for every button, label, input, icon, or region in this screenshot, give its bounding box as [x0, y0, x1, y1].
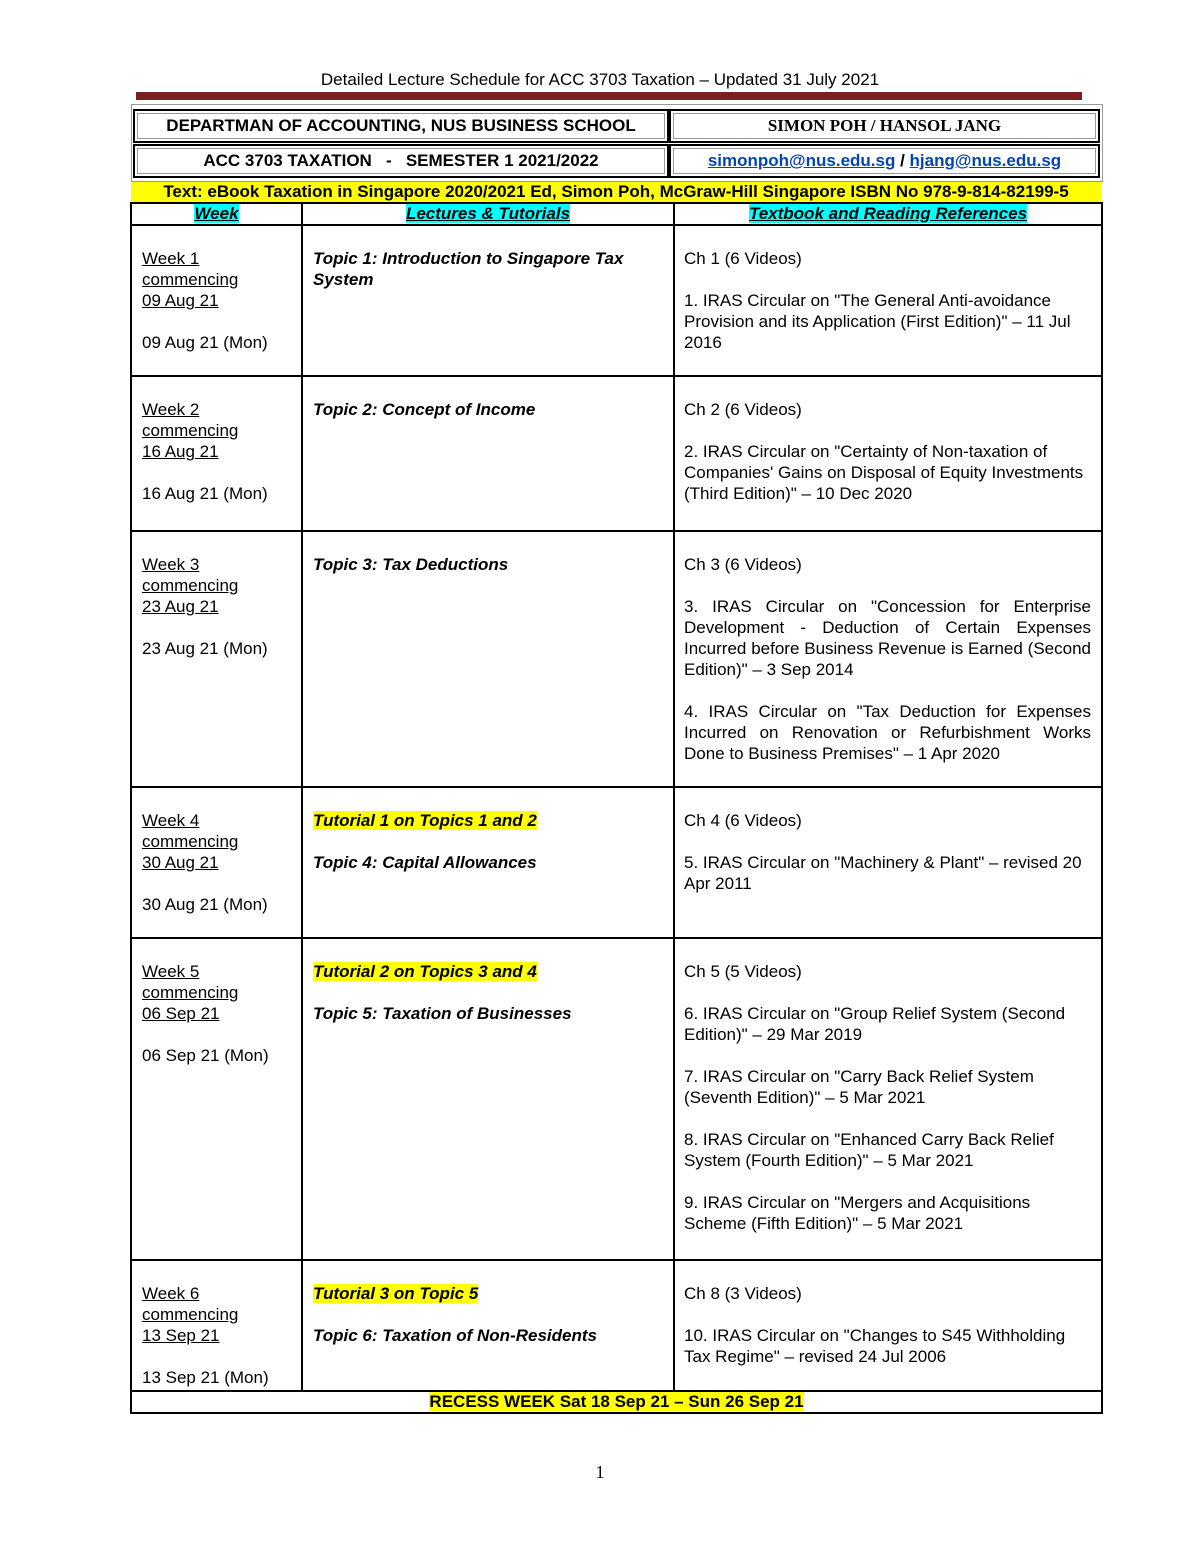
topic-title: Topic 5: Taxation of Businesses	[313, 1004, 572, 1023]
topic-title: Topic 6: Taxation of Non-Residents	[313, 1326, 597, 1345]
lecturers-name: SIMON POH / HANSOL JANG	[767, 116, 1002, 135]
page-number: 1	[595, 1462, 605, 1482]
reading-reference: 7. IRAS Circular on "Carry Back Relief System (Seventh Edition)" – 5 Mar 2021	[684, 1067, 1034, 1107]
column-header-references: Textbook and Reading References	[674, 203, 1102, 225]
email-cell	[669, 144, 1100, 178]
week-date: 16 Aug 21	[142, 442, 219, 461]
course-title: ACC 3703 TAXATION - SEMESTER 1 2021/2022	[203, 151, 599, 170]
lectures-cell	[302, 376, 674, 531]
week-cell	[131, 376, 302, 531]
reading-reference: 4. IRAS Circular on "Tax Deduction for Expenses Incurred on Renovation or Refurbishment Works Done to Business Premises" – 1 Apr 2020	[684, 702, 1091, 763]
column-header-lectures: Lectures & Tutorials	[302, 203, 674, 225]
chapter-videos: Ch 1 (6 Videos)	[684, 249, 802, 268]
table-row	[131, 1260, 1102, 1391]
week-label: Week 3	[142, 555, 200, 574]
reading-reference: 10. IRAS Circular on "Changes to S45 Withholding Tax Regime" – revised 24 Jul 2006	[684, 1326, 1066, 1366]
week-label: Week 4	[142, 811, 200, 830]
week-commencing: commencing	[142, 832, 239, 851]
textbook-line: Text: eBook Taxation in Singapore 2020/2021 Ed, Simon Poh, McGraw-Hill Singapore ISBN No 978-9-814-82199-5	[131, 182, 1101, 202]
week-label: Week 6	[142, 1284, 200, 1303]
recess-row	[131, 1391, 1102, 1413]
table-row	[131, 225, 1102, 376]
table-header-row	[131, 203, 1102, 225]
email-link-simonpoh[interactable]: simonpoh@nus.edu.sg	[707, 151, 896, 170]
column-header-week: Week	[131, 203, 302, 225]
lecture-day: 30 Aug 21 (Mon)	[142, 895, 268, 914]
table-row	[131, 376, 1102, 531]
table-row	[131, 938, 1102, 1260]
tutorial-label: Tutorial 1 on Topics 1 and 2	[313, 811, 537, 830]
week-date: 23 Aug 21	[142, 597, 219, 616]
week-label: Week 1	[142, 249, 200, 268]
tutorial-label: Tutorial 3 on Topic 5	[313, 1284, 479, 1303]
week-cell	[131, 225, 302, 376]
week-commencing: commencing	[142, 421, 239, 440]
reading-reference: 3. IRAS Circular on "Concession for Enterprise Development - Deduction of Certain Expenses Incurred before Business Revenue is Earned (Second Edition)" – 3 Sep 2014	[684, 597, 1091, 679]
chapter-videos: Ch 4 (6 Videos)	[684, 811, 802, 830]
week-cell	[131, 787, 302, 938]
department-cell	[133, 109, 669, 143]
references-cell	[674, 225, 1102, 376]
topic-title: Topic 3: Tax Deductions	[313, 555, 509, 574]
chapter-videos: Ch 8 (3 Videos)	[684, 1284, 802, 1303]
reading-reference: 1. IRAS Circular on "The General Anti-avoidance Provision and its Application (First Edition)" – 11 Jul 2016	[684, 291, 1071, 352]
chapter-videos: Ch 2 (6 Videos)	[684, 400, 802, 419]
lectures-cell	[302, 787, 674, 938]
week-commencing: commencing	[142, 576, 239, 595]
week-label: Week 2	[142, 400, 200, 419]
lecture-day: 06 Sep 21 (Mon)	[142, 1046, 269, 1065]
week-label: Week 5	[142, 962, 200, 981]
references-cell	[674, 938, 1102, 1260]
header-rule	[136, 92, 1082, 100]
table-row	[131, 787, 1102, 938]
reading-reference: 5. IRAS Circular on "Machinery & Plant" – revised 20 Apr 2011	[684, 853, 1082, 893]
reading-reference: 6. IRAS Circular on "Group Relief System (Second Edition)" – 29 Mar 2019	[684, 1004, 1066, 1044]
week-date: 30 Aug 21	[142, 853, 219, 872]
lectures-cell	[302, 531, 674, 787]
table-row	[131, 531, 1102, 787]
lecture-day: 23 Aug 21 (Mon)	[142, 639, 268, 658]
week-commencing: commencing	[142, 1305, 239, 1324]
schedule-table	[130, 202, 1103, 1414]
recess-week	[131, 1391, 1102, 1413]
lectures-cell	[302, 1260, 674, 1391]
references-cell	[674, 787, 1102, 938]
tutorial-label: Tutorial 2 on Topics 3 and 4	[313, 962, 537, 981]
topic-title: Topic 2: Concept of Income	[313, 400, 536, 419]
lecture-day: 16 Aug 21 (Mon)	[142, 484, 268, 503]
week-commencing: commencing	[142, 270, 239, 289]
reading-reference: 8. IRAS Circular on "Enhanced Carry Back Relief System (Fourth Edition)" – 5 Mar 2021	[684, 1130, 1054, 1170]
topic-title: Topic 1: Introduction to Singapore Tax System	[313, 249, 624, 289]
week-date: 13 Sep 21	[142, 1326, 220, 1345]
references-cell	[674, 531, 1102, 787]
week-date: 09 Aug 21	[142, 291, 219, 310]
references-cell	[674, 1260, 1102, 1391]
department-name: DEPARTMAN OF ACCOUNTING, NUS BUSINESS SCHOOL	[166, 116, 636, 135]
reading-reference: 9. IRAS Circular on "Mergers and Acquisitions Scheme (Fifth Edition)" – 5 Mar 2021	[684, 1193, 1031, 1233]
course-cell	[133, 144, 669, 178]
topic-title: Topic 4: Capital Allowances	[313, 853, 537, 872]
lectures-cell	[302, 225, 674, 376]
week-cell	[131, 938, 302, 1260]
lecture-day: 13 Sep 21 (Mon)	[142, 1368, 269, 1387]
references-cell	[674, 376, 1102, 531]
email-separator: /	[895, 151, 910, 170]
chapter-videos: Ch 3 (6 Videos)	[684, 555, 802, 574]
week-cell	[131, 1260, 302, 1391]
email-link-hjang[interactable]: hjang@nus.edu.sg	[909, 151, 1062, 170]
lecture-day: 09 Aug 21 (Mon)	[142, 333, 268, 352]
week-commencing: commencing	[142, 983, 239, 1002]
reading-reference: 2. IRAS Circular on "Certainty of Non-taxation of Companies' Gains on Disposal of Equity Investments (Third Edition)" – 10 Dec 2020	[684, 442, 1084, 503]
recess-label: RECESS WEEK Sat 18 Sep 21 – Sun 26 Sep 21	[429, 1392, 804, 1411]
lectures-cell	[302, 938, 674, 1260]
week-cell	[131, 531, 302, 787]
week-date: 06 Sep 21	[142, 1004, 220, 1023]
running-head: Detailed Lecture Schedule for ACC 3703 Taxation – Updated 31 July 2021	[320, 70, 880, 89]
lecturers-cell	[669, 109, 1100, 143]
chapter-videos: Ch 5 (5 Videos)	[684, 962, 802, 981]
